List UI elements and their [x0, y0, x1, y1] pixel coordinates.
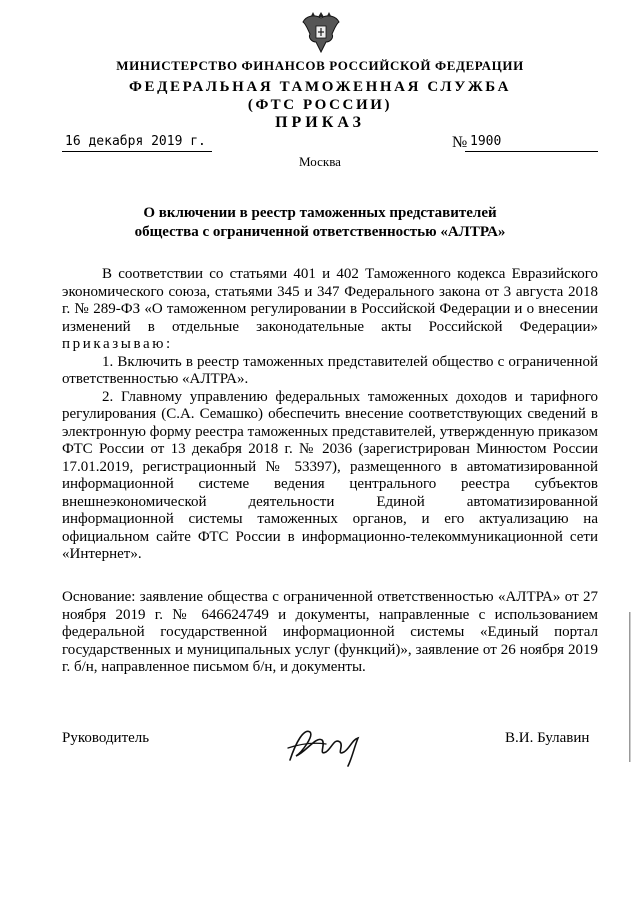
- service-name-line1: ФЕДЕРАЛЬНАЯ ТАМОЖЕННАЯ СЛУЖБА: [128, 79, 512, 95]
- order-number: 1900: [470, 134, 502, 149]
- date-underline: [62, 151, 212, 152]
- city: Москва: [299, 154, 341, 169]
- russian-coat-of-arms-icon: [300, 8, 342, 58]
- document-title: [80, 204, 560, 242]
- intro-paragraph: [62, 266, 598, 354]
- signer-position: Руководитель: [62, 730, 150, 746]
- intro-text: В соответствии со статьями 401 и 402 Таможенного кодекса Евразийского экономического союза, статьями 345 и 347 Федерального закона от 3 августа 2018 г. № 289-ФЗ «О таможенном регулировании в Российской Федерации и о внесении изменений в отдельные законодательные акты Российской Федерации»: [62, 266, 598, 335]
- signer-name: В.И. Булавин: [505, 730, 590, 746]
- title-line1: О включении в реестр таможенных представителей: [143, 205, 497, 221]
- service-name: [0, 78, 640, 114]
- item-1: 1. Включить в реестр таможенных представителей общество с ограниченной ответственностью «АЛТРА».: [62, 353, 598, 387]
- ministry-name: МИНИСТЕРСТВО ФИНАНСОВ РОССИЙСКОЙ ФЕДЕРАЦИИ: [116, 58, 524, 73]
- basis-paragraph: Основание: заявление общества с ограниченной ответственностью «АЛТРА» от 27 ноября 2019 г. № 646624749 и документы, направленные с использованием федеральной государственной информационной системы «Единый портал государственных и муниципальных услуг (функций)», заявление от 26 ноября 2019 г. б/н, направленное письмом б/н, и документы.: [62, 589, 598, 675]
- order-date: 16 декабря 2019 г.: [65, 134, 206, 149]
- order-word: приказываю:: [62, 336, 173, 352]
- document-type: ПРИКАЗ: [275, 114, 365, 131]
- handwritten-signature-icon: [282, 722, 372, 768]
- scan-edge-mark: [628, 612, 632, 762]
- item-2: 2. Главному управлению федеральных таможенных доходов и тарифного регулирования (С.А. Семашко) обеспечить внесение соответствующих сведений в электронную форму реестра таможенных представителей, утвержденную приказом ФТС России от 13 декабря 2018 г. № 2036 (зарегистрирован Минюстом России 17.01.2019, регистрационный № 53397), размещенного в автоматизированной информационной системе ведения центрального реестра субъектов внешнеэкономической деятельности Единой автоматизированной информационной системы таможенных органов, и его актуализацию на официальном сайте ФТС России в информационно-телекоммуникационной сети «Интернет».: [62, 388, 598, 562]
- title-line2: общества с ограниченной ответственностью «АЛТРА»: [134, 224, 506, 240]
- service-name-line2: (ФТС РОССИИ): [247, 97, 393, 113]
- document-body: [62, 266, 598, 564]
- number-sign: №: [452, 134, 468, 151]
- number-underline: [465, 151, 598, 152]
